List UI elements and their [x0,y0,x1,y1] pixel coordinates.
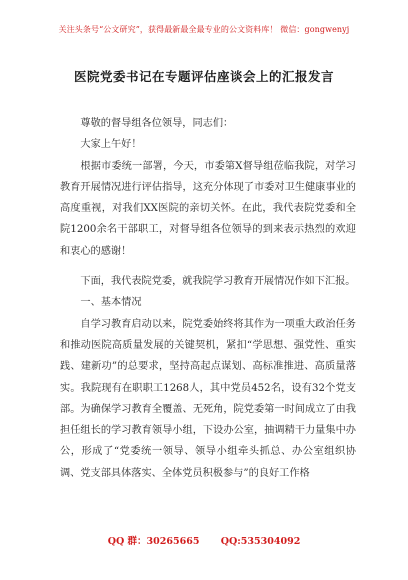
header-banner: 关注头条号“公文研究”，获得最新最全最专业的公文资料库！ 微信：gongwenyj [58,25,350,34]
footer-contact [0,533,408,547]
document-body [60,113,356,484]
footer-qq-group: QQ 群：30265665 [107,536,200,547]
greeting: 大家上午好！ [80,139,142,151]
paragraph-report-intro: 下面，我代表院党委，就我院学习教育开展情况作如下汇报。 [80,276,356,288]
document-title: 医院党委书记在专题评估座谈会上的汇报发言 [73,69,334,84]
footer-qq: QQ:535304092 [220,536,301,547]
salutation: 尊敬的督导组各位领导，同志们： [80,118,234,129]
section-heading: 一、基本情况 [80,297,142,309]
paragraph-basic-situation: 自学习教育启动以来，院党委始终将其作为一项重大政治任务和推动医院高质量发展的关键契机，紧扣“学思想、强党性、重实践、建新功”的总要求，坚持高起点谋划、高标准推进、高质量落实。我院现有在职职工1268人，其中党员452名，设有32个党支部。为确保学习教育全覆盖、无死角，院党委第一时间成立了由我担任组长的学习教育领导小组，下设办公室，抽调精干力量集中办公，形成了“党委统一领导、领导小组牵头抓总、办公室组织协调、党支部具体落实、全体党员积极参与”的良好工作格 [60,318,356,479]
paragraph-intro: 根据市委统一部署，今天，市委第X督导组莅临我院，对学习教育开展情况进行评估指导，这充分体现了市委对卫生健康事业的高度重视，对我们XX医院的亲切关怀。在此，我代表院党委和全院1200余名干部职工，对督导组各位领导的到来表示热烈的欢迎和衷心的感谢！ [60,160,356,257]
